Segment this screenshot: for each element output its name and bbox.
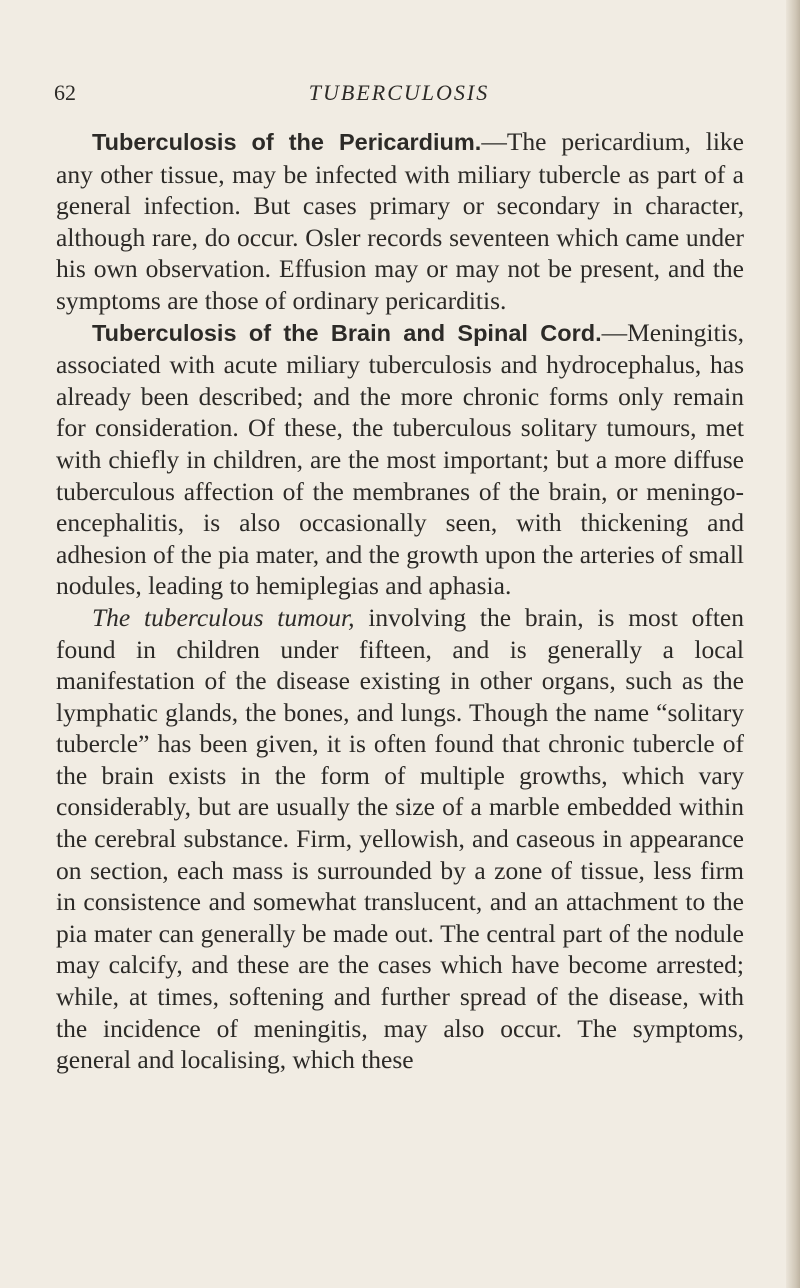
paragraph-text-brain: —Meningitis, associated with acute miliary tuberculosis and hydrocephalus, has already been described; and the more chronic forms only remain for consideration. Of these, the tuberculous solitary tumours, met with chiefly in children, are the most important; but a more diffuse tuberculous affection of the membranes of the brain, or meningo-encephalitis, is also occasionally seen, with thickening and adhesion of the pia mater, and the growth upon the arteries of small nodules, leading to hemiplegias and aphasia. [56, 317, 744, 601]
page-header [54, 80, 744, 112]
section-heading-brain: Tuberculosis of the Brain and Spinal Cord. [92, 319, 602, 346]
body-text [56, 126, 744, 1076]
italic-lead-tumour: The tuberculous tumour, [92, 602, 355, 632]
paragraph-text-pericardium: —The pericardium, like any other tissue, may be infected with miliary tubercle as part of a general infection. But cases primary or secondary in character, although rare, do occur. Osler records seventeen which came under his own observation. Effusion may or may not be present, and the symptoms are those of ordinary pericarditis. [56, 127, 744, 315]
section-heading-pericardium: Tuberculosis of the Pericardium. [92, 129, 482, 155]
running-head: TUBERCULOSIS [308, 80, 490, 105]
paragraph-text-tumour: involving the brain, is most often found in children under fifteen, and is generally a local manifestation of the disease existing in other organs, such as the lymphatic glands, the bones, and lungs. Though the name “solitary tubercle” has been given, it is often found that chronic tubercle of the brain exists in the form of multiple growths, which vary considerably, but are usually the size of a marble embedded within the cerebral substance. Firm, yellowish, and caseous in appearance on section, each mass is surrounded by a zone of tissue, less firm in consistence and somewhat translucent, and an attachment to the pia mater can generally be made out. The central part of the nodule may calcify, and these are the cases which have become arrested; while, at times, softening and further spread of the disease, with the incidence of meningitis, may also occur. The symptoms, general and localising, which these [56, 602, 744, 1075]
paragraph-pericardium [56, 126, 744, 317]
paragraph-tumour [56, 602, 744, 1076]
page-edge [786, 0, 800, 1288]
paragraph-brain [56, 317, 744, 602]
page-number: 62 [54, 80, 76, 105]
